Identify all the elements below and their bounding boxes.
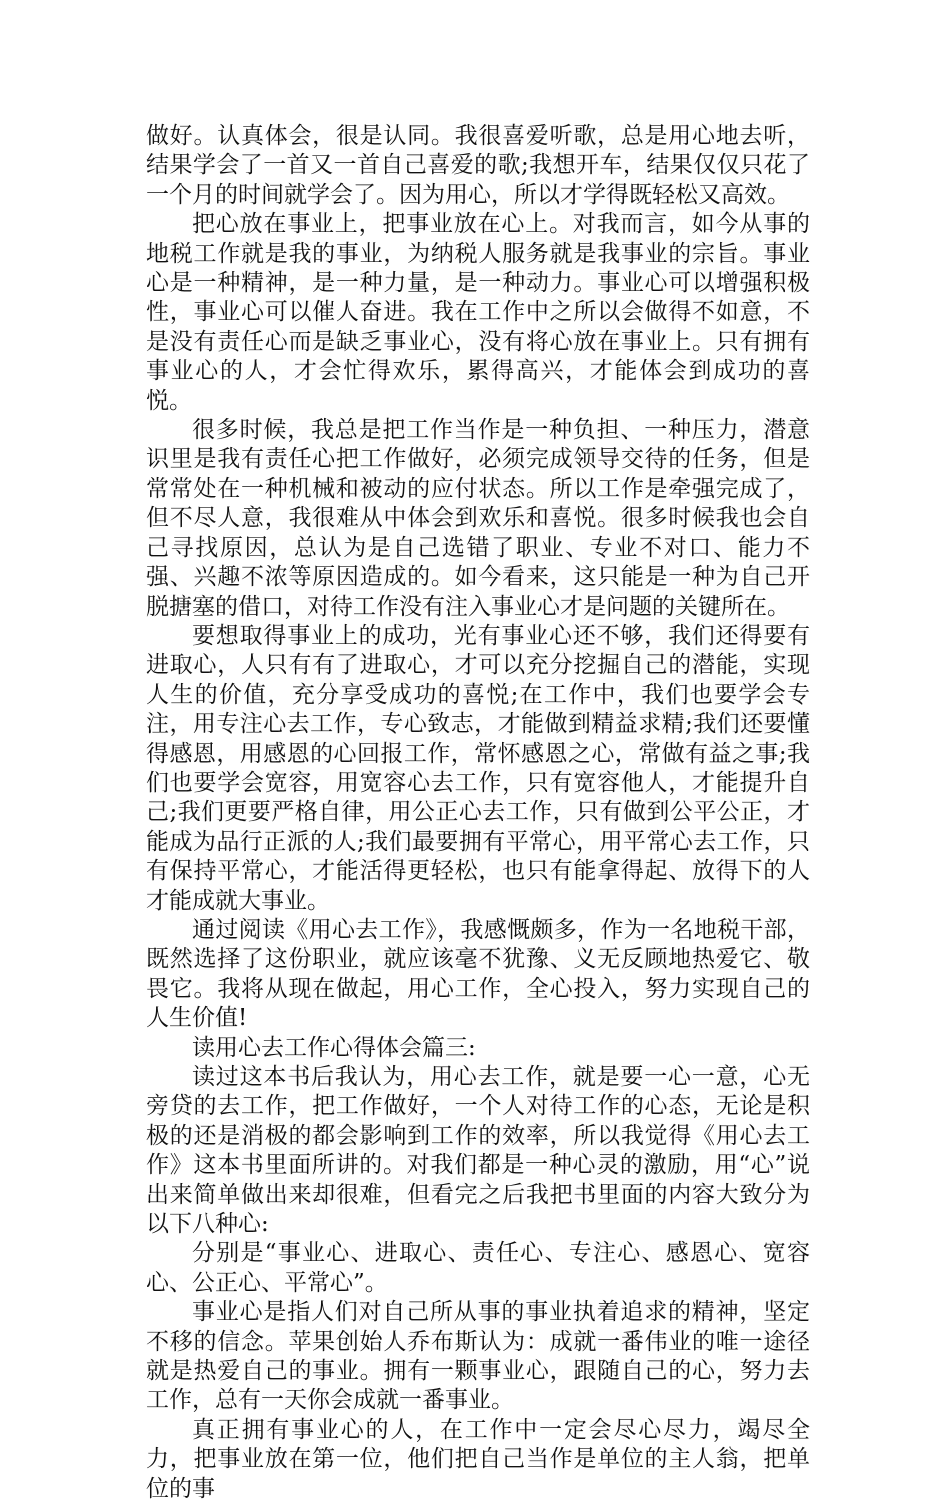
paragraph-4: 要想取得事业上的成功，光有事业心还不够，我们还得要有进取心，人只有有了进取心，才可以充分挖掘自己的潜能，实现人生的价值，充分享受成功的喜悦;在工作中，我们也要学会专注，用专注心去工作，专心致志，才能做到精益求精;我们还要懂得感恩，用感恩的心回报工作，常怀感恩之心，常做有益之事;我们也要学会宽容，用宽容心去工作，只有宽容他人，才能提升自己;我们更要严格自律，用公正心去工作，只有做到公平公正，才能成为品行正派的人;我们最要拥有平常心，用平常心去工作，只有保持平常心，才能活得更轻松，也只有能拿得起、放得下的人才能成就大事业。: [146, 622, 810, 914]
paragraph-8: 事业心是指人们对自己所从事的事业执着追求的精神，坚定不移的信念。苹果创始人乔布斯认为：成就一番伟业的唯一途径就是热爱自己的事业。拥有一颗事业心，跟随自己的心，努力去工作，总有一天你会成就一番事业。: [146, 1299, 810, 1414]
paragraph-9: 真正拥有事业心的人，在工作中一定会尽心尽力，竭尽全力，把事业放在第一位，他们把自己当作是单位的主人翁，把单位的事: [146, 1416, 810, 1502]
paragraph-7: 分别是“事业心、进取心、责任心、专注心、感恩心、宽容心、公正心、平常心”。: [146, 1240, 810, 1296]
paragraph-5: 通过阅读《用心去工作》，我感慨颇多，作为一名地税干部，既然选择了这份职业，就应该毫不犹豫、义无反顾地热爱它、敬畏它。我将从现在做起，用心工作，全心投入，努力实现自己的人生价值!: [146, 916, 810, 1032]
paragraph-3: 很多时候，我总是把工作当作是一种负担、一种压力，潜意识里是我有责任心把工作做好，必须完成领导交待的任务，但是常常处在一种机械和被动的应付状态。所以工作是牵强完成了，但不尽人意，我很难从中体会到欢乐和喜悦。很多时候我也会自己寻找原因，总认为是自己选错了职业、专业不对口、能力不强、兴趣不浓等原因造成的。如今看来，这只能是一种为自己开脱搪塞的借口，对待工作没有注入事业心才是问题的关键所在。: [146, 417, 810, 620]
paragraph-1: 做好。认真体会，很是认同。我很喜爱听歌，总是用心地去听，结果学会了一首又一首自己喜爱的歌;我想开车，结果仅仅只花了一个月的时间就学会了。因为用心，所以才学得既轻松又高效。: [146, 123, 810, 208]
paragraph-6: 读过这本书后我认为，用心去工作，就是要一心一意，心无旁贷的去工作，把工作做好，一个人对待工作的心态，无论是积极的还是消极的都会影响到工作的效率，所以我觉得《用心去工作》这本书里面所讲的。对我们都是一种心灵的激励，用“心”说出来简单做出来却很难，但看完之后我把书里面的内容大致分为以下八种心:: [146, 1064, 810, 1238]
document-body: [146, 122, 810, 1504]
paragraph-2: 把心放在事业上，把事业放在心上。对我而言，如今从事的地税工作就是我的事业，为纳税人服务就是我事业的宗旨。事业心是一种精神，是一种力量，是一种动力。事业心可以增强积极性，事业心可以催人奋进。我在工作中之所以会做得不如意，不是没有责任心而是缺乏事业心，没有将心放在事业上。只有拥有事业心的人，才会忙得欢乐，累得高兴，才能体会到成功的喜悦。: [146, 211, 810, 414]
section-heading: 读用心去工作心得体会篇三:: [192, 1034, 476, 1061]
